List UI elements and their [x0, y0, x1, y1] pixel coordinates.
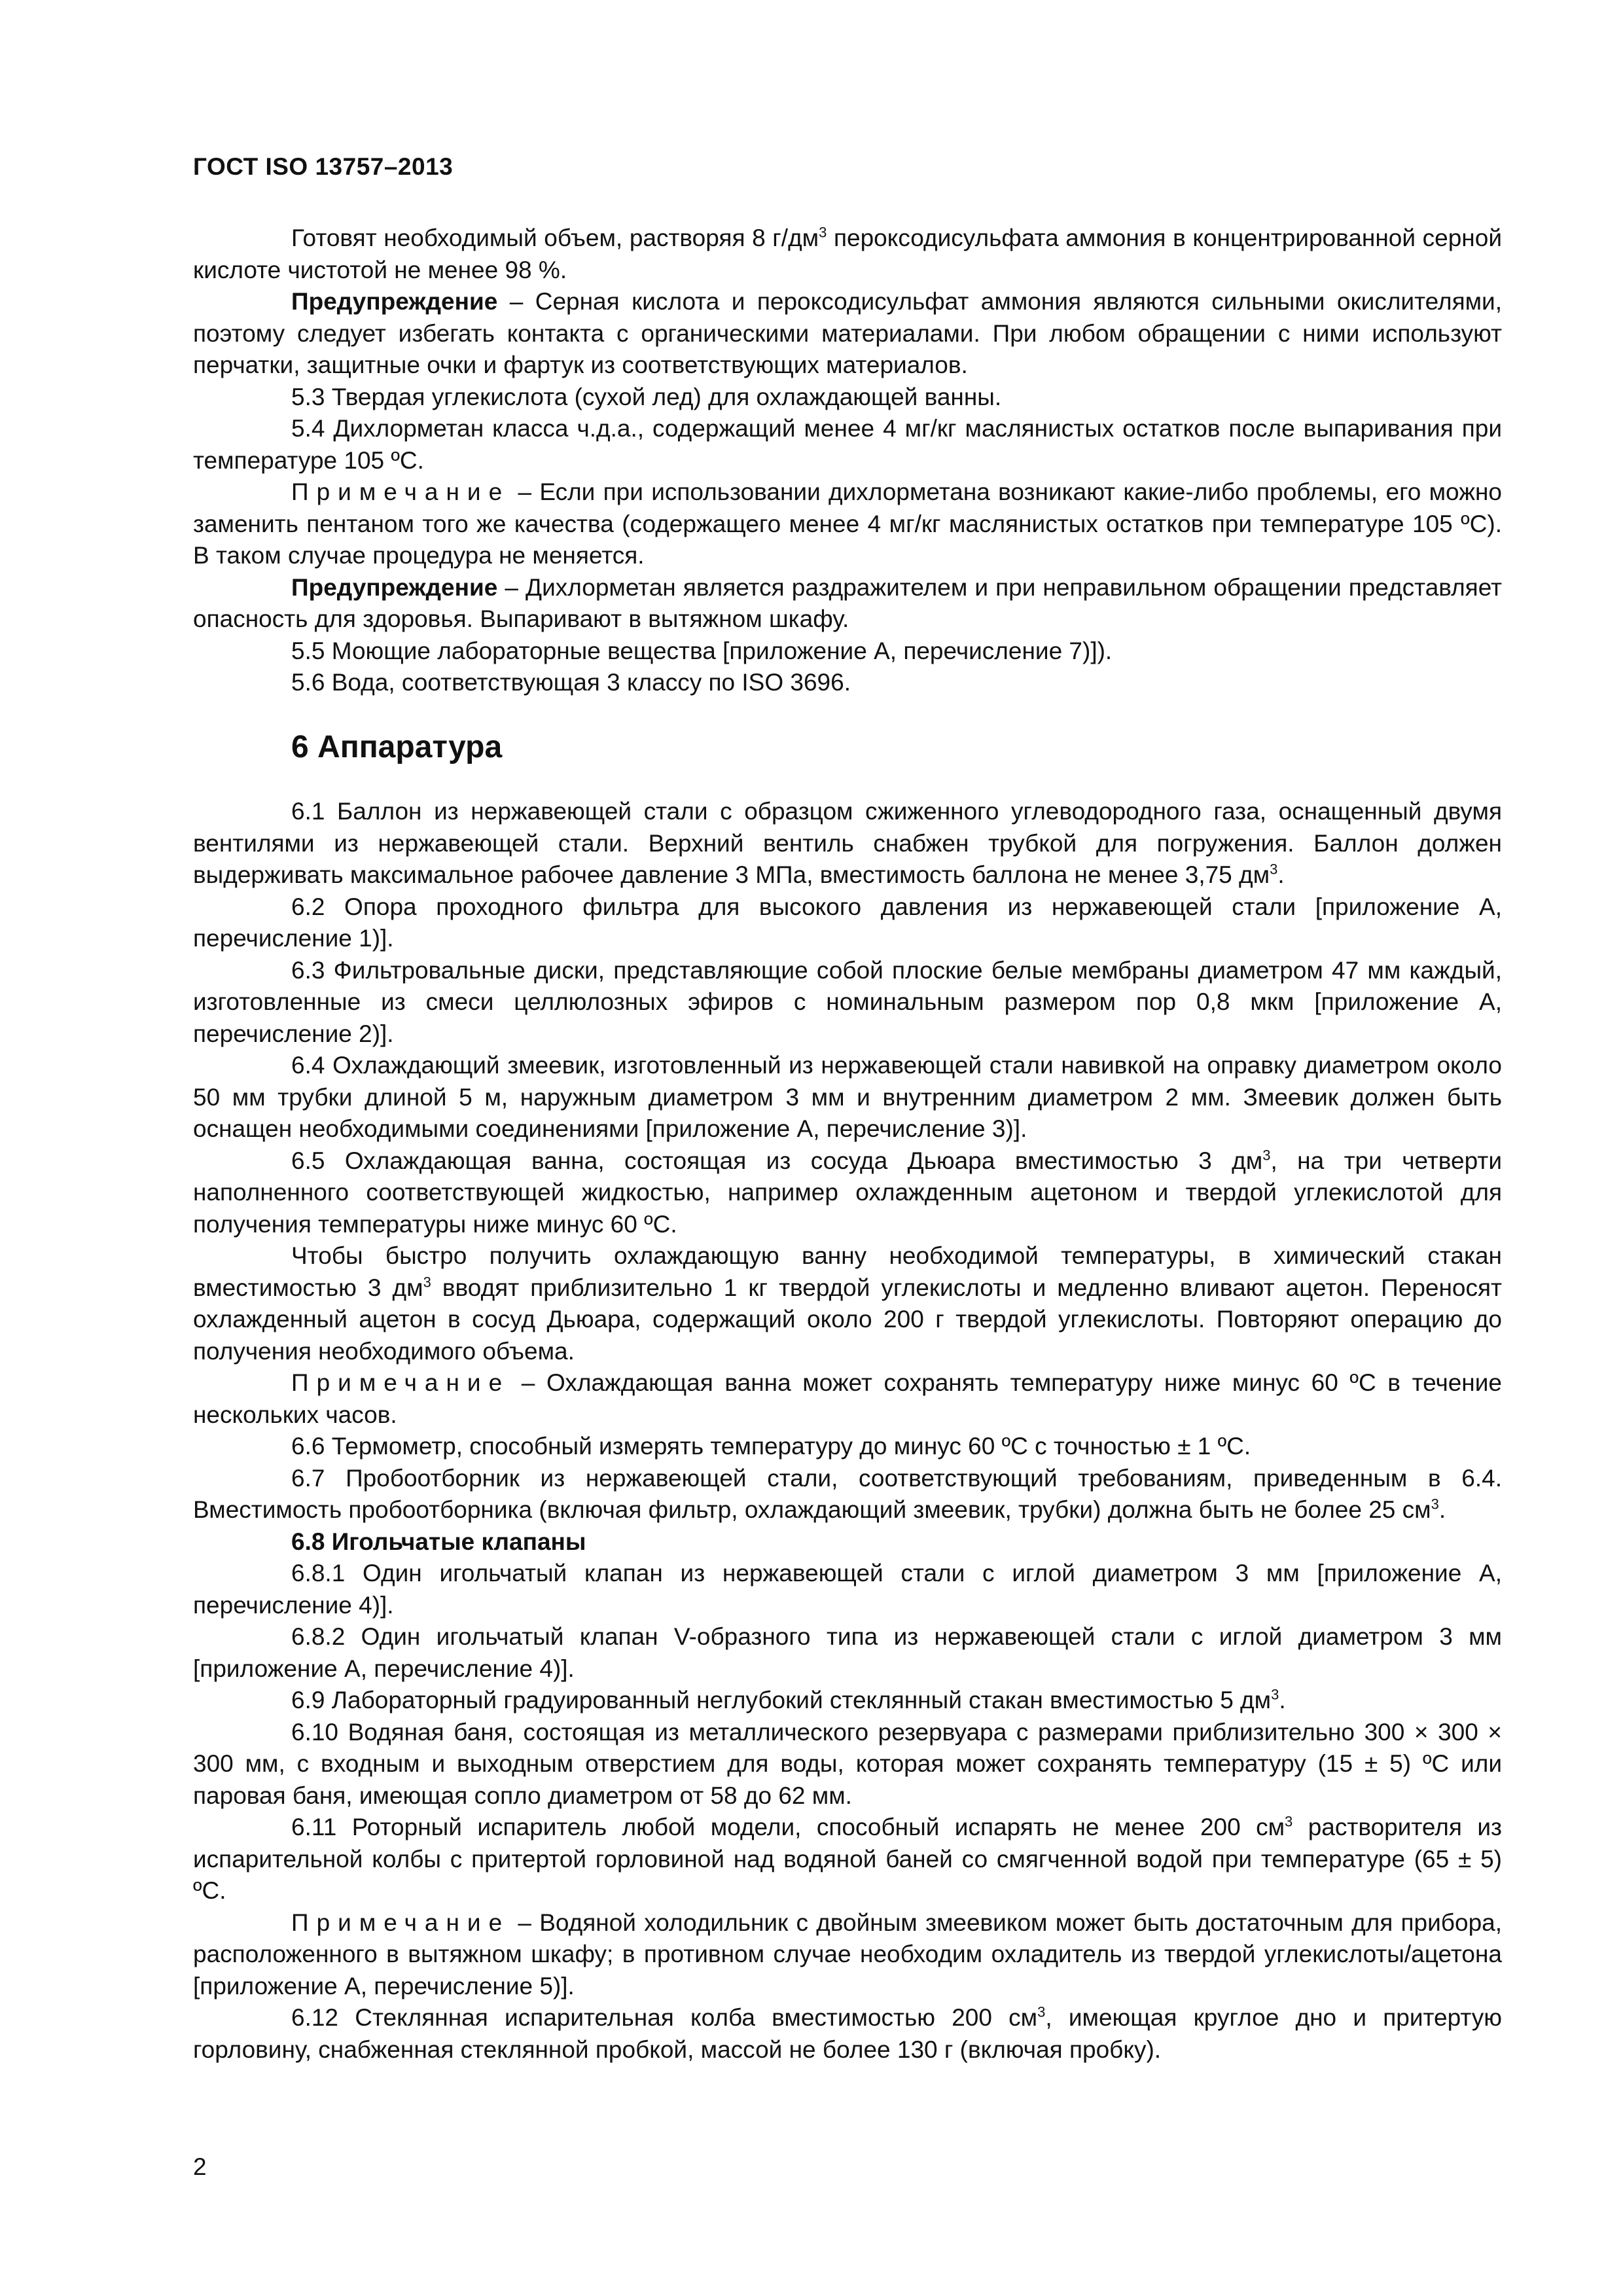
text: 6.1 Баллон из нержавеющей стали с образцом сжиженного углеводородного газа, оснащенный двумя вентилями из нержавеющей стали. Верхний вентиль снабжен трубкой для погружения. Баллон должен выдерживать максимальное рабочее давление 3 МПа, вместимость баллона не менее 3,75 дм: [193, 798, 1502, 888]
note-label: Примечание: [291, 1369, 510, 1396]
text: пероксодисульфата аммония в концентрированной серной кислоте чистотой не менее 98 %.: [193, 224, 1502, 283]
text: 6.7 Пробоотборник из нержавеющей стали, соответствующий требованиям, приведенным в 6.4. Вместимость пробоотборника (включая фильтр, охлаждающий змеевик, трубки) должна быть не более 25 см: [193, 1464, 1502, 1523]
superscript: 3: [1285, 1813, 1293, 1830]
clause-5-3: 5.3 Твердая углекислота (сухой лед) для охлаждающей ванны.: [291, 383, 1002, 410]
superscript: 3: [819, 224, 827, 241]
clause-6-8-1: 6.8.1 Один игольчатый клапан из нержавеющей стали с иглой диаметром 3 мм [приложение А, перечисление 4)].: [193, 1560, 1502, 1619]
superscript: 3: [1431, 1496, 1439, 1513]
note-label: Примечание: [291, 1909, 510, 1936]
clause-6-8-2: 6.8.2 Один игольчатый клапан V-образного типа из нержавеющей стали с иглой диаметром 3 мм [приложение А, перечисление 4)].: [193, 1623, 1502, 1682]
note-paragraph: [193, 1367, 1502, 1431]
clause-5-4: 5.4 Дихлорметан класса ч.д.а., содержащий менее 4 мг/кг маслянистых остатков после выпаривания при температуре 105 ºС.: [193, 415, 1502, 474]
clause-6-3: 6.3 Фильтровальные диски, представляющие собой плоские белые мембраны диаметром 47 мм каждый, изготовленные из смеси целлюлозных эфиров с номинальным размером пор 0,8 мкм [приложение А, перечисление 2)].: [193, 956, 1502, 1047]
text: 6.5 Охлаждающая ванна, состоящая из сосуда Дьюара вместимостью 3 дм: [291, 1147, 1263, 1174]
text: , имеющая круглое дно и притертую горловину, снабженная стеклянной пробкой, массой не более 130 г (включая пробку).: [193, 2004, 1502, 2063]
clause-6-6: 6.6 Термометр, способный измерять температуру до минус 60 ºС с точностью ± 1 ºС.: [291, 1433, 1251, 1460]
warning-label: Предупреждение: [291, 573, 498, 601]
superscript: 3: [1037, 2003, 1046, 2020]
superscript: 3: [1262, 1147, 1271, 1164]
clause-6-7: [193, 1463, 1502, 1526]
paragraph: [193, 223, 1502, 286]
text: Готовят необходимый объем, растворяя 8 г/дм: [291, 224, 819, 251]
text: – Водяной холодильник с двойным змеевиком может быть достаточным для прибора, расположенного в вытяжном шкафу; в противном случае необходим охладитель из твердой углекислоты/ацетона [приложение А, перечисление 5)].: [193, 1909, 1502, 2000]
clause-6-11: [193, 1812, 1502, 1907]
superscript: 3: [423, 1274, 431, 1291]
note-label: Примечание: [291, 478, 510, 505]
warning-label: Предупреждение: [291, 288, 498, 315]
paragraph: [193, 1240, 1502, 1367]
note-paragraph: [193, 476, 1502, 572]
text: – Дихлорметан является раздражителем и при неправильном обращении представляет опасность для здоровья. Выпаривают в вытяжном шкафу.: [193, 573, 1502, 632]
clause-6-8-heading: 6.8 Игольчатые клапаны: [291, 1528, 586, 1555]
page-number: 2: [193, 2153, 207, 2180]
clause-5-5: 5.5 Моющие лабораторные вещества [приложение А, перечисление 7)]).: [291, 637, 1113, 664]
superscript: 3: [1270, 861, 1278, 878]
text: 6.9 Лабораторный градуированный неглубокий стеклянный стакан вместимостью 5 дм: [291, 1687, 1272, 1713]
text: – Серная кислота и пероксодисульфат аммония являются сильными окислителями, поэтому следует избегать контакта с органическими материалами. При любом обращении с ними используют перчатки, защитные очки и фартук из соответствующих материалов.: [193, 288, 1502, 378]
clause-6-5: [193, 1145, 1502, 1241]
text: .: [1438, 1496, 1446, 1523]
clause-6-4: 6.4 Охлаждающий змеевик, изготовленный из нержавеющей стали навивкой на оправку диаметром около 50 мм трубки длиной 5 м, наружным диаметром 3 мм и внутренним диаметром 2 мм. Змеевик должен быть оснащен необходимыми соединениями [приложение А, перечисление 3)].: [193, 1052, 1502, 1142]
clause-5-6: 5.6 Вода, соответствующая 3 классу по ISO 3696.: [291, 669, 851, 696]
clause-6-12: [193, 2002, 1502, 2066]
clause-6-1: [193, 796, 1502, 891]
text: Чтобы быстро получить охлаждающую ванну необходимой температуры, в химический стакан вместимостью 3 дм: [193, 1242, 1502, 1301]
section-heading: 6 Аппаратура: [291, 729, 503, 764]
text: – Охлаждающая ванна может сохранять температуру ниже минус 60 ºС в течение нескольких часов.: [193, 1369, 1502, 1428]
clause-6-2: 6.2 Опора проходного фильтра для высокого давления из нержавеющей стали [приложение А, перечисление 1)].: [193, 893, 1502, 952]
warning-paragraph: [193, 286, 1502, 382]
document-body: [193, 223, 1502, 2066]
text: 6.12 Стеклянная испарительная колба вместимостью 200 см: [291, 2004, 1038, 2031]
document-header: ГОСТ ISO 13757–2013: [193, 153, 454, 180]
superscript: 3: [1271, 1686, 1279, 1703]
text: вводят приблизительно 1 кг твердой углекислоты и медленно вливают ацетон. Переносят охлажденный ацетон в сосуд Дьюара, содержащий около 200 г твердой углекислоты. Повторяют операцию до получения необходимого объема.: [193, 1274, 1502, 1365]
clause-6-9: [193, 1685, 1502, 1717]
text: , на три четверти наполненного соответствующей жидкостью, например охлажденным ацетоном и твердой углекислотой для получения температуры ниже минус 60 ºС.: [193, 1147, 1502, 1238]
text: .: [1279, 1687, 1286, 1713]
clause-6-10: 6.10 Водяная баня, состоящая из металлического резервуара с размерами приблизительно 300 × 300 × 300 мм, с входным и выходным отверстием для воды, которая может сохранять температуру (15 ± 5) ºС или паровая баня, имеющая сопло диаметром от 58 до 62 мм.: [193, 1718, 1502, 1809]
warning-paragraph: [193, 572, 1502, 636]
text: растворителя из испарительной колбы с притертой горловиной над водяной баней со смягченной водой при температуре (65 ± 5) ºС.: [193, 1814, 1502, 1904]
text: – Если при использовании дихлорметана возникают какие-либо проблемы, его можно заменить пентаном того же качества (содержащего менее 4 мг/кг маслянистых остатков при температуре 105 ºС). В таком случае процедура не меняется.: [193, 478, 1502, 569]
text: .: [1277, 861, 1285, 888]
note-paragraph: [193, 1907, 1502, 2003]
text: 6.11 Роторный испаритель любой модели, способный испарять не менее 200 см: [291, 1814, 1285, 1840]
